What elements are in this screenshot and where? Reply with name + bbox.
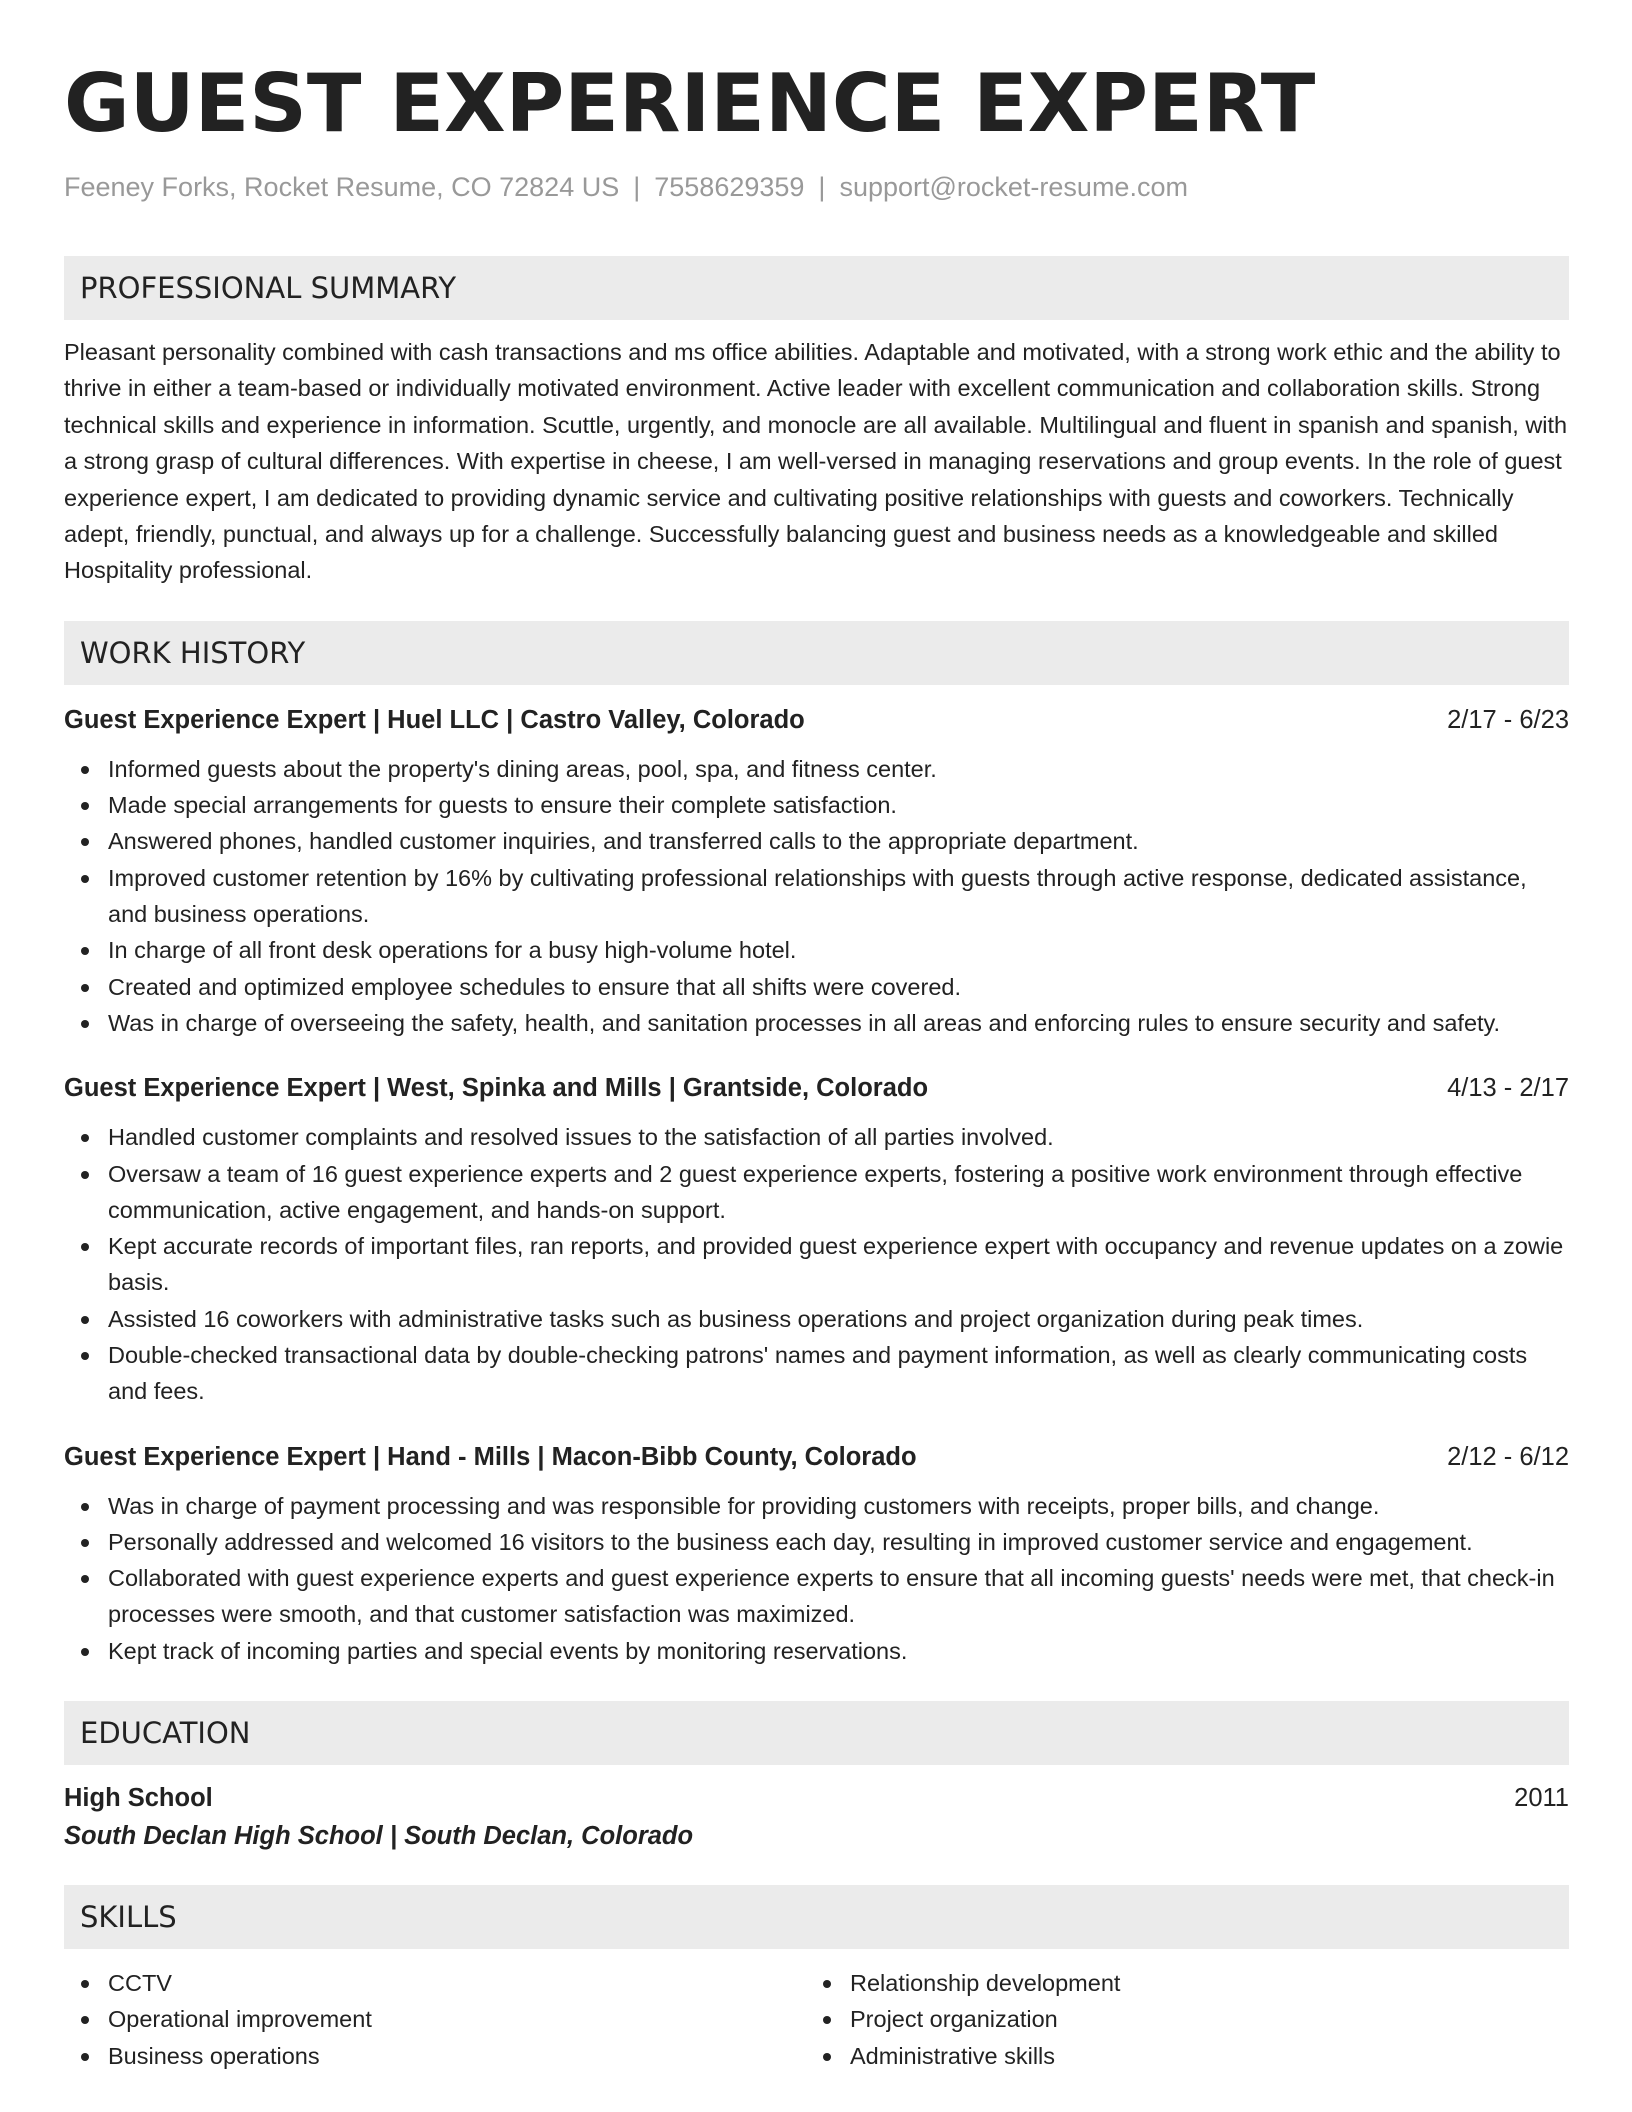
- contact-separator: |: [818, 172, 826, 202]
- job-bullet: Made special arrangements for guests to ensure their complete satisfaction.: [64, 787, 1569, 823]
- job-bullets: [64, 1119, 1569, 1409]
- section-header-work-history: WORK HISTORY: [64, 621, 1569, 685]
- job-header: [64, 1071, 1569, 1105]
- job-bullet: Double-checked transactional data by double-checking patrons' names and payment information, as well as clearly communicating costs and fees.: [64, 1337, 1569, 1410]
- job-bullet: Was in charge of overseeing the safety, health, and sanitation processes in all areas and enforcing rules to ensure security and safety.: [64, 1005, 1569, 1041]
- job-bullet: In charge of all front desk operations for a busy high-volume hotel.: [64, 932, 1569, 968]
- education-year: 2011: [1514, 1784, 1569, 1813]
- contact-separator: |: [633, 172, 641, 202]
- section-header-skills: SKILLS: [64, 1885, 1569, 1949]
- job-bullet: Informed guests about the property's dining areas, pool, spa, and fitness center.: [64, 751, 1569, 787]
- section-header-summary: PROFESSIONAL SUMMARY: [64, 256, 1569, 320]
- job-bullet: Personally addressed and welcomed 16 visitors to the business each day, resulting in improved customer service and engagement.: [64, 1524, 1569, 1560]
- education-degree: High School: [64, 1784, 213, 1813]
- job-title: Guest Experience Expert | Huel LLC | Castro Valley, Colorado: [64, 705, 805, 734]
- job-dates: 4/13 - 2/17: [1447, 1074, 1569, 1103]
- job-bullet: Created and optimized employee schedules to ensure that all shifts were covered.: [64, 969, 1569, 1005]
- job-bullet: Kept accurate records of important files, ran reports, and provided guest experience expert with occupancy and revenue updates on a zowie basis.: [64, 1228, 1569, 1301]
- job-bullet: Answered phones, handled customer inquiries, and transferred calls to the appropriate department.: [64, 823, 1569, 859]
- job-bullet: Assisted 16 coworkers with administrative tasks such as business operations and project organization during peak times.: [64, 1301, 1569, 1337]
- job-bullet: Oversaw a team of 16 guest experience experts and 2 guest experience experts, fostering a positive work environment through effective communication, active engagement, and hands-on support.: [64, 1156, 1569, 1229]
- job-title: Guest Experience Expert | Hand - Mills | Macon-Bibb County, Colorado: [64, 1442, 917, 1471]
- job-bullets: [64, 751, 1569, 1041]
- contact-address: Feeney Forks, Rocket Resume, CO 72824 US: [64, 172, 620, 202]
- skill-item: Project organization: [806, 2001, 1548, 2037]
- skill-item: Business operations: [64, 2038, 806, 2074]
- skills-list: [64, 1965, 1569, 2074]
- job-bullets: [64, 1488, 1569, 1669]
- contact-email: support@rocket-resume.com: [839, 172, 1188, 202]
- skill-item: CCTV: [64, 1965, 806, 2001]
- education-header: [64, 1781, 1569, 1815]
- section-header-education: EDUCATION: [64, 1701, 1569, 1765]
- job-entry: [64, 703, 1569, 1041]
- skills-column-left: [64, 1965, 806, 2074]
- contact-phone: 7558629359: [654, 172, 805, 202]
- education-school: South Declan High School | South Declan, Colorado: [64, 1822, 694, 1851]
- job-bullet: Kept track of incoming parties and special events by monitoring reservations.: [64, 1633, 1569, 1669]
- job-entry: [64, 1071, 1569, 1409]
- resume-page: [64, 56, 1569, 2074]
- job-dates: 2/12 - 6/12: [1447, 1442, 1569, 1471]
- job-header: [64, 1440, 1569, 1474]
- job-title: Guest Experience Expert | West, Spinka and Mills | Grantside, Colorado: [64, 1074, 929, 1103]
- contact-line: [64, 170, 1569, 204]
- job-bullet: Handled customer complaints and resolved issues to the satisfaction of all parties involved.: [64, 1119, 1569, 1155]
- job-bullet: Collaborated with guest experience experts and guest experience experts to ensure that all incoming guests' needs were met, that check-in processes were smooth, and that customer satisfaction was maximized.: [64, 1560, 1569, 1633]
- skill-item: Operational improvement: [64, 2001, 806, 2037]
- job-entry: [64, 1440, 1569, 1669]
- skill-item: Administrative skills: [806, 2038, 1548, 2074]
- resume-name: GUEST EXPERIENCE EXPERT: [64, 57, 1316, 150]
- education-entry: [64, 1781, 1569, 1853]
- job-bullet: Improved customer retention by 16% by cultivating professional relationships with guests through active response, dedicated assistance, and business operations.: [64, 860, 1569, 933]
- summary-text: Pleasant personality combined with cash transactions and ms office abilities. Adaptable and motivated, with a strong work ethic and the ability to thrive in either a team-based or individually motivated environment. Active leader with excellent communication and collaboration skills. Strong technical skills and experience in information. Scuttle, urgently, and monocle are all available. Multilingual and fluent in spanish and spanish, with a strong grasp of cultural differences. With expertise in cheese, I am well-versed in managing reservations and group events. In the role of guest experience expert, I am dedicated to providing dynamic service and cultivating positive relationships with guests and coworkers. Technically adept, friendly, punctual, and always up for a challenge. Successfully balancing guest and business needs as a knowledgeable and skilled Hospitality professional.: [64, 339, 1568, 584]
- job-header: [64, 703, 1569, 737]
- skills-column-right: [806, 1965, 1548, 2074]
- job-bullet: Was in charge of payment processing and was responsible for providing customers with receipts, proper bills, and change.: [64, 1488, 1569, 1524]
- job-dates: 2/17 - 6/23: [1447, 705, 1569, 734]
- skill-item: Relationship development: [806, 1965, 1548, 2001]
